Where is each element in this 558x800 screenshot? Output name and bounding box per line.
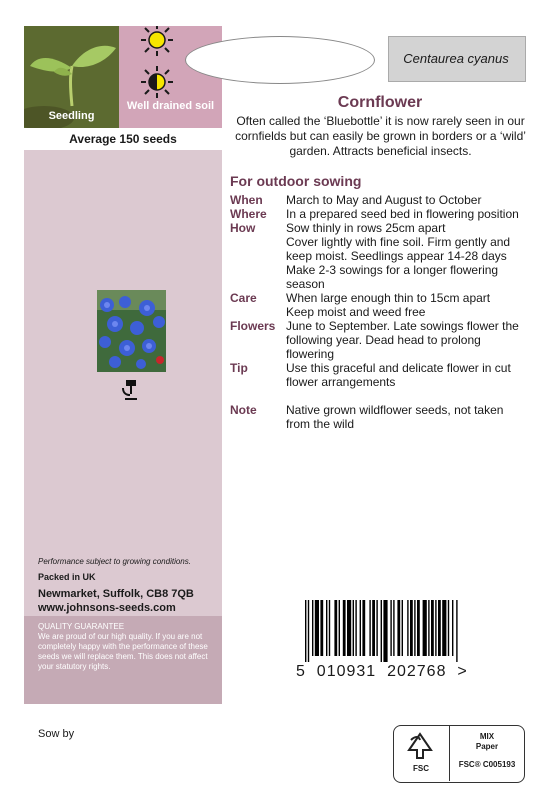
fsc-tree-icon	[405, 730, 435, 762]
barcode-bar	[369, 600, 370, 656]
barcode-bar	[315, 600, 319, 656]
sowing-row-text: Use this graceful and delicate flower in cut flower arrangements	[286, 361, 511, 389]
address-line: Newmarket, Suffolk, CB8 7QB	[38, 588, 194, 600]
barcode-bar	[334, 600, 337, 656]
barcode-bar	[326, 600, 327, 656]
barcode-bar	[407, 600, 408, 656]
barcode-bar	[438, 600, 441, 656]
barcode-bar	[390, 600, 391, 656]
sowing-row-label: Tip	[230, 361, 248, 375]
sowing-row-label: Care	[230, 291, 257, 305]
full-sun-icon	[141, 26, 173, 56]
barcode-bar	[362, 600, 365, 656]
barcode-bar	[428, 600, 429, 656]
sowing-row	[230, 291, 530, 319]
barcode-bar	[305, 600, 306, 662]
sowing-row-label: Where	[230, 207, 267, 221]
barcode-bar	[343, 600, 346, 656]
fsc-mix-label: MIX	[479, 732, 495, 741]
sowing-row-text: June to September. Late sowings flower the following year. Dead head to prolong flowering	[286, 319, 519, 361]
seed-count: Average 150 seeds	[24, 128, 222, 150]
barcode-bar	[423, 600, 427, 656]
brand-logo	[122, 378, 140, 406]
barcode-bar	[435, 600, 436, 656]
barcode-bar	[402, 600, 403, 656]
barcode-bar	[397, 600, 400, 656]
barcode-bar	[312, 600, 313, 656]
sowing-table	[230, 193, 530, 431]
fsc-code: FSC® C005193	[458, 760, 516, 769]
barcode-bar	[452, 600, 453, 656]
sowing-row-text: When large enough thin to 15cm apart Keep moist and weed free	[286, 291, 491, 319]
packed-in: Packed in UK	[38, 572, 96, 582]
guarantee-title: QUALITY GUARANTEE	[38, 622, 125, 631]
sowing-row-text: Native grown wildflower seeds, not taken from the wild	[286, 403, 504, 431]
fsc-divider	[449, 726, 450, 781]
barcode-bar	[372, 600, 375, 656]
sowing-row	[230, 403, 530, 431]
fsc-paper-label: Paper	[475, 742, 499, 751]
fsc-mix	[452, 732, 522, 752]
quality-guarantee-text	[38, 622, 220, 672]
barcode-bar	[360, 600, 361, 656]
sun-icons-panel	[119, 26, 222, 128]
barcode-bar	[431, 600, 434, 656]
barcode-bar	[393, 600, 394, 656]
cornflower-photo	[97, 290, 166, 372]
sowing-row-label: Note	[230, 403, 257, 417]
barcode-bar	[353, 600, 354, 656]
name-plate	[185, 36, 375, 84]
sowing-row-text: Sow thinly in rows 25cm apart Cover lightly with fine soil. Firm gently and keep moist. Seedlings appear 14-28 days Make 2-3 sowings for a longer flowering season	[286, 221, 511, 291]
barcode-bar	[442, 600, 446, 656]
address	[38, 587, 194, 615]
sowing-row-text: March to May and August to October	[286, 193, 482, 207]
website-link[interactable]: www.johnsons-seeds.com	[38, 602, 176, 614]
barcode-bar	[308, 600, 309, 662]
sowing-row-text: In a prepared seed bed in flowering position	[286, 207, 519, 221]
barcode-bar	[448, 600, 449, 656]
soil-label: Well drained soil	[126, 100, 215, 112]
seedling-label: Seedling	[48, 110, 95, 122]
performance-note: Performance subject to growing conditions.	[38, 557, 191, 566]
sowing-row	[230, 361, 530, 389]
barcode-bar	[320, 600, 323, 656]
sow-by-label: Sow by	[38, 728, 75, 740]
barcode-bar	[381, 600, 382, 662]
barcode-bar	[329, 600, 330, 656]
sowing-row-label: How	[230, 221, 256, 235]
guarantee-body: We are proud of our high quality. If you are not completely happy with the performance of these seeds we will replace them. This does not affect your statutory rights.	[38, 632, 208, 671]
barcode-bar	[339, 600, 340, 656]
partial-sun-icon	[141, 66, 173, 98]
sowing-row-label: When	[230, 193, 263, 207]
barcode-bar	[456, 600, 457, 662]
barcode-digits: 5 010931 202768 >	[296, 663, 468, 680]
sowing-row	[230, 319, 530, 361]
barcode-bar	[383, 600, 387, 662]
sowing-row	[230, 207, 530, 221]
barcode-bar	[376, 600, 377, 656]
sowing-row-label: Flowers	[230, 319, 276, 333]
barcode-bar	[355, 600, 356, 656]
barcode-bar	[410, 600, 413, 656]
barcode-bar	[347, 600, 351, 656]
sowing-row	[230, 221, 530, 291]
barcode-bar	[414, 600, 415, 656]
sowing-row	[230, 193, 530, 207]
intro-text: Often called the ‘Bluebottle’ it is now rarely seen in our cornfields but can easily be grown in borders or a ‘wild’ garden. Attracts beneficial insects.	[235, 114, 526, 158]
latin-name: Centaurea cyanus	[403, 51, 509, 66]
plant-title: Cornflower	[337, 94, 423, 111]
sowing-heading: For outdoor sowing	[230, 173, 362, 189]
barcode-bar	[417, 600, 420, 656]
fsc-label: FSC	[413, 764, 429, 773]
